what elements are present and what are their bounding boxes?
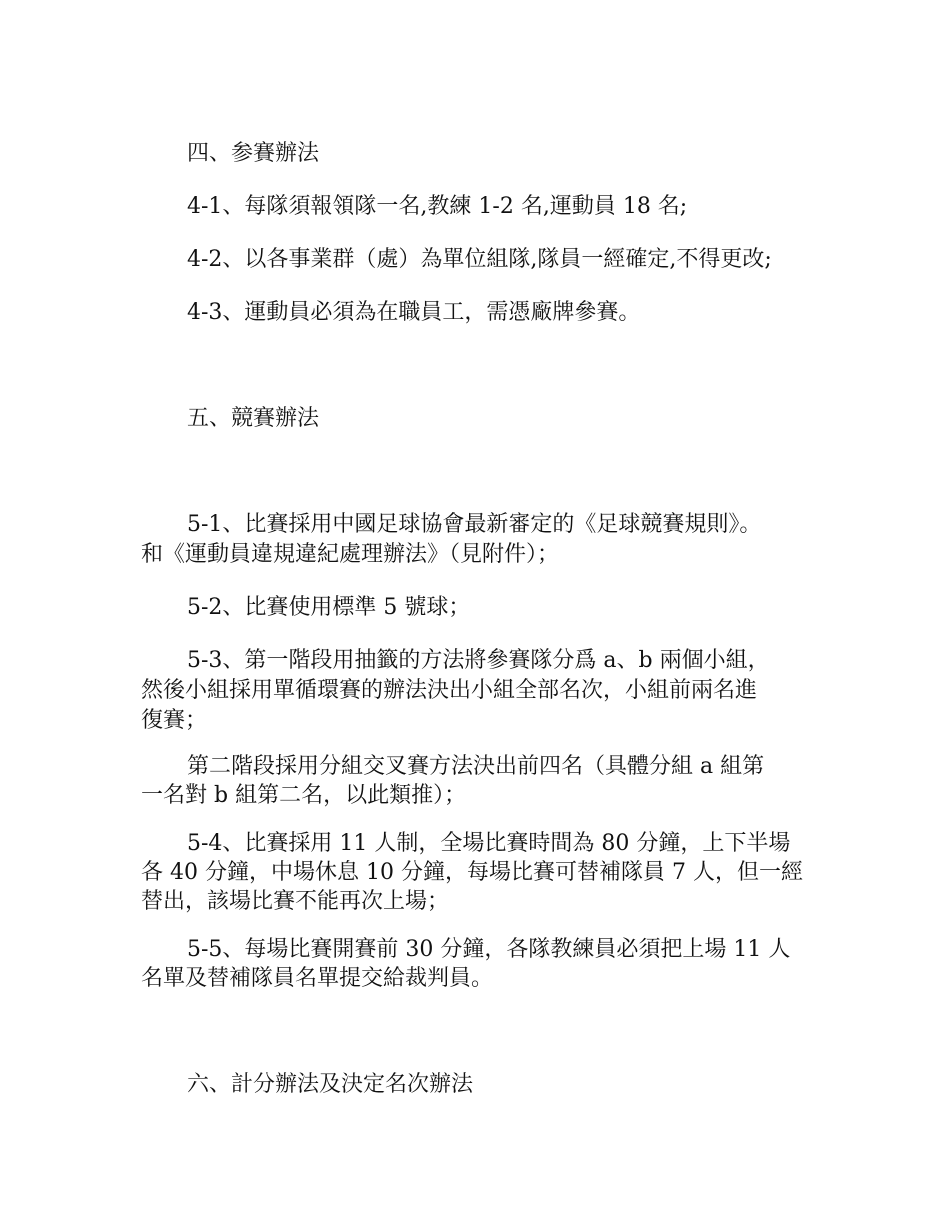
paragraph-5-1-line-2: 和《運動員違規違紀處理辦法》（見附件）； bbox=[141, 542, 560, 567]
paragraph-5-4-line-2: 各 40 分鐘，中場休息 10 分鐘，每場比賽可替補隊員 7 人，但一經 bbox=[141, 860, 803, 885]
paragraph-stage-2-line-2: 一名對 b 組第二名，以此類推）； bbox=[141, 783, 467, 808]
section-4-heading: 四、参賽辦法 bbox=[187, 141, 320, 166]
section-4-item-3: 4-3、運動員必須為在職員工，需憑廠牌參賽。 bbox=[187, 300, 641, 325]
paragraph-5-5-line-1: 5-5、每場比賽開賽前 30 分鐘，各隊教練員必須把上場 11 人 bbox=[187, 937, 791, 962]
paragraph-5-2: 5-2、比賽使用標準 5 號球； bbox=[187, 595, 471, 620]
paragraph-5-4-line-3: 替出，該場比賽不能再次上場； bbox=[141, 889, 450, 914]
paragraph-stage-2-line-1: 第二階段採用分組交叉賽方法決出前四名（具體分組 a 組第 bbox=[187, 754, 765, 779]
section-6-heading: 六、計分辦法及決定名次辦法 bbox=[187, 1072, 474, 1097]
section-4-item-2: 4-2、以各事業群（處）為單位組隊,隊員一經確定,不得更改; bbox=[187, 247, 772, 272]
section-4-item-1: 4-1、每隊須報領隊一名,教練 1-2 名,運動員 18 名; bbox=[187, 194, 688, 219]
paragraph-5-3-line-2: 然後小組採用單循環賽的辦法決出小組全部名次，小組前兩名進 bbox=[141, 678, 758, 703]
paragraph-5-4-line-1: 5-4、比賽採用 11 人制，全場比賽時間為 80 分鐘，上下半場 bbox=[187, 831, 791, 856]
paragraph-5-3-line-1: 5-3、第一階段用抽籤的方法將參賽隊分爲 a、b 兩個小組， bbox=[187, 648, 770, 673]
paragraph-5-5-line-2: 名單及替補隊員名單提交給裁判員。 bbox=[141, 966, 494, 991]
paragraph-5-3-line-3: 復賽； bbox=[141, 708, 208, 733]
section-5-heading: 五、競賽辦法 bbox=[187, 406, 320, 431]
paragraph-5-1-line-1: 5-1、比賽採用中國足球協會最新審定的《足球競賽規則》。 bbox=[187, 512, 762, 537]
